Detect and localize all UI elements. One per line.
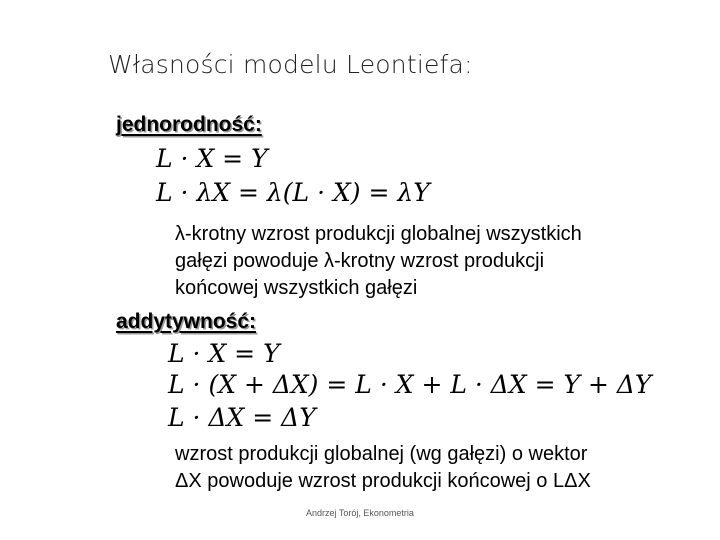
- description-line: końcowej wszystkich gałęzi: [175, 277, 418, 299]
- slide-title: Własności modelu Leontiefa:: [108, 50, 473, 79]
- equation-additivity-3: L · ΔX = ΔY: [168, 403, 316, 432]
- equation-additivity-2: L · (X + ΔX) = L · X + L · ΔX = Y + ΔY: [168, 370, 652, 399]
- description-homogeneity: [175, 221, 695, 302]
- equation-homogeneity-1: L · X = Y: [156, 144, 268, 173]
- section-heading-additivity: addytywność:: [116, 310, 257, 333]
- description-line: ΔX powoduje wzrost produkcji końcowej o LΔX: [175, 470, 591, 492]
- equation-additivity-1: L · X = Y: [168, 339, 280, 368]
- equation-homogeneity-2: L · λX = λ(L · X) = λY: [156, 178, 430, 207]
- footer-credit: Andrzej Torój, Ekonometria: [306, 508, 414, 518]
- description-additivity: [175, 441, 695, 495]
- description-line: λ-krotny wzrost produkcji globalnej wszystkich: [175, 223, 582, 245]
- description-line: wzrost produkcji globalnej (wg gałęzi) o wektor: [175, 443, 588, 465]
- section-heading-homogeneity: jednorodność:: [116, 113, 262, 136]
- description-line: gałęzi powoduje λ-krotny wzrost produkcji: [175, 250, 545, 272]
